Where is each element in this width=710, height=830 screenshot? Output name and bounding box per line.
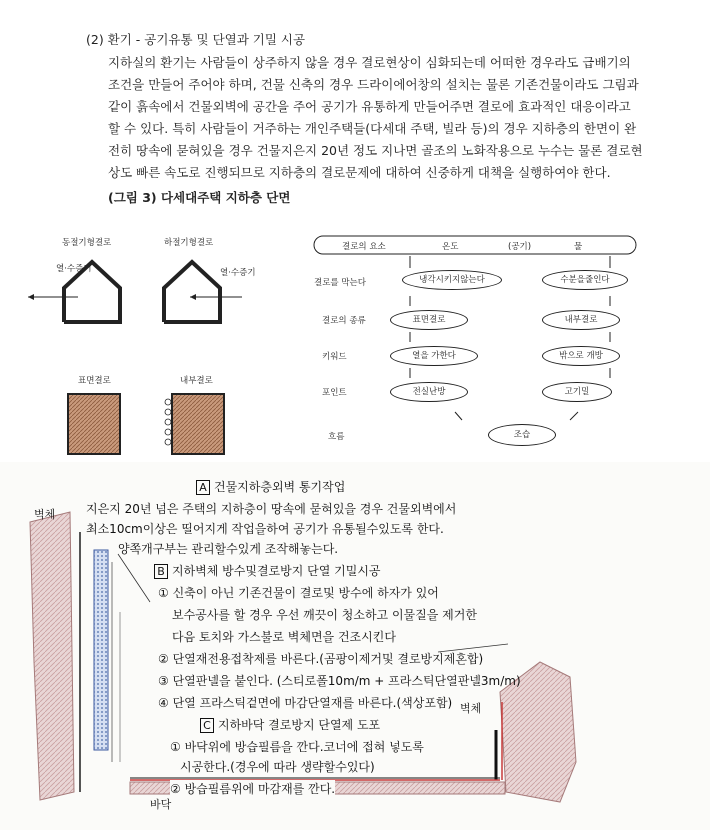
- pill-high-airtight: 고기밀: [542, 382, 612, 402]
- pill-surface-condensation: 표면결로: [390, 310, 468, 330]
- section-c-line: ① 바닥위에 방습필름을 깐다.코너에 접혀 넣도록: [170, 740, 424, 754]
- wall-label-left: 벽체: [34, 508, 56, 521]
- row-label-prevent: 결로를 막는다: [314, 278, 366, 288]
- heat-vapor-label-winter: 열·수증기: [56, 264, 92, 274]
- pill-whole-room-heating: 전실난방: [390, 382, 468, 402]
- pill-reduce-moisture: 수분을줄인다: [542, 270, 628, 290]
- section-b-line: ③ 단열판넬을 붙인다. (스티로폴10m/m + 프라스틱단열판넬3m/m): [158, 674, 521, 688]
- paragraph-line: 조건을 만들어 주어야 하며, 건물 신축의 경우 드라이에어창의 설치는 물론 기존건물이라도 그림과: [108, 77, 639, 92]
- flow-chart-arrows: [310, 232, 640, 457]
- pill-internal-condensation: 내부결로: [542, 310, 620, 330]
- section-heading: (2) 환기 - 공기유통 및 단열과 기밀 시공: [86, 32, 306, 47]
- section-a-title: [196, 478, 345, 495]
- pill-humidity-control: 조습: [488, 424, 556, 446]
- section-c-marker: C: [200, 718, 214, 733]
- section-b-line: ④ 단열 프라스틱겉면에 마감단열재를 바른다.(색상포함): [158, 696, 453, 710]
- section-c-heading: 지하바닥 결로방지 단열제 도포: [218, 718, 381, 732]
- section-a-line: 양쪽개구부는 관리할수있게 조작해놓는다.: [118, 542, 339, 556]
- surface-condensation-label: 표면결로: [78, 376, 111, 386]
- section-b-marker: B: [154, 564, 168, 579]
- paragraph-line: 전히 땅속에 묻혀있을 경우 건물지은지 20년 정도 지나면 골조의 노화작용으로 누수는 물론 결로현: [108, 143, 643, 158]
- paragraph-line: 할 수 있다. 특히 사람들이 거주하는 개인주택들(다세대 주택, 빌라 등)의 경우 지하층의 한면이 완: [108, 121, 637, 136]
- row-label-type: 결로의 종류: [322, 316, 366, 326]
- section-b-title: [154, 562, 381, 579]
- condensation-type-diagram: [20, 232, 256, 457]
- section-b-line: ① 신축이 아닌 기존건물이 결로및 방수에 하자가 있어: [158, 586, 439, 600]
- flow-header-water: 물: [574, 242, 583, 252]
- house-section-drawing: [20, 250, 250, 330]
- section-c-title: [200, 716, 380, 733]
- paragraph-line: 지하실의 환기는 사람들이 상주하지 않을 경우 결로현상이 심화되는데 어떠한 경우라도 급배기의: [108, 55, 631, 70]
- figure-caption: (그림 3) 다세대주택 지하층 단면: [108, 190, 291, 205]
- section-b-line: 보수공사를 할 경우 우선 깨끗이 청소하고 이물질을 제거한: [172, 608, 477, 622]
- row-label-point: 포인트: [322, 388, 347, 398]
- section-a-line: 최소10cm이상은 띨어지게 작업을하여 공기가 유통될수있도록 한다.: [86, 522, 444, 536]
- row-label-keyword: 키워드: [322, 352, 347, 362]
- summer-condensation-label: 하절기형결로: [164, 238, 214, 248]
- heat-vapor-label-summer: 열·수증기: [220, 268, 256, 278]
- paragraph-line: 같이 흙속에서 건물외벽에 공간을 주어 공기가 유통하게 만들어주면 결로에 효과적인 대응이라고: [108, 99, 631, 114]
- floor-label: 바닥: [150, 798, 172, 811]
- internal-condensation-label: 내부결로: [180, 376, 213, 386]
- winter-condensation-label: 동절기형결로: [62, 238, 112, 248]
- section-a-heading: 건물지하층외벽 통기작업: [214, 480, 346, 494]
- section-b-line: ② 단열재전용접착제를 바른다.(곰팡이제거및 결로방지제혼합): [158, 652, 484, 666]
- wall-label-right: 벽체: [460, 702, 482, 715]
- basement-section-scan: [0, 462, 710, 830]
- section-b-heading: 지하벽체 방수및결로방지 단열 기밀시공: [172, 564, 381, 578]
- pill-no-cooling: 냉각시키지않는다: [402, 270, 502, 290]
- pill-open-outside: 밖으로 개방: [542, 346, 620, 366]
- row-label-flow: 흐름: [328, 432, 345, 442]
- section-a-line: 지은지 20년 넘은 주택의 지하층이 땅속에 묻혀있을 경우 건물외벽에서: [86, 502, 457, 516]
- section-b-line: 다음 토치와 가스불로 벽체면을 건조시킨다: [172, 630, 396, 644]
- wall-section-drawing: [20, 388, 250, 456]
- condensation-flow-chart: [310, 232, 640, 457]
- flow-header-air: (공기): [508, 242, 532, 252]
- body-paragraph: [108, 52, 668, 184]
- section-c-line: ② 방습필름위에 마감재를 깐다.: [170, 782, 336, 796]
- flow-header-element: 결로의 요소: [342, 242, 386, 252]
- paragraph-line: 상도 빠른 속도로 진행되므로 지하층의 결로문제에 대하여 신중하게 대책을 실행하여야 한다.: [108, 165, 611, 180]
- flow-header-temperature: 온도: [442, 242, 459, 252]
- pill-add-heat: 열을 가한다: [390, 346, 478, 366]
- section-a-marker: A: [196, 480, 210, 495]
- section-c-line: 시공한다.(경우에 따라 생략할수있다): [180, 760, 375, 774]
